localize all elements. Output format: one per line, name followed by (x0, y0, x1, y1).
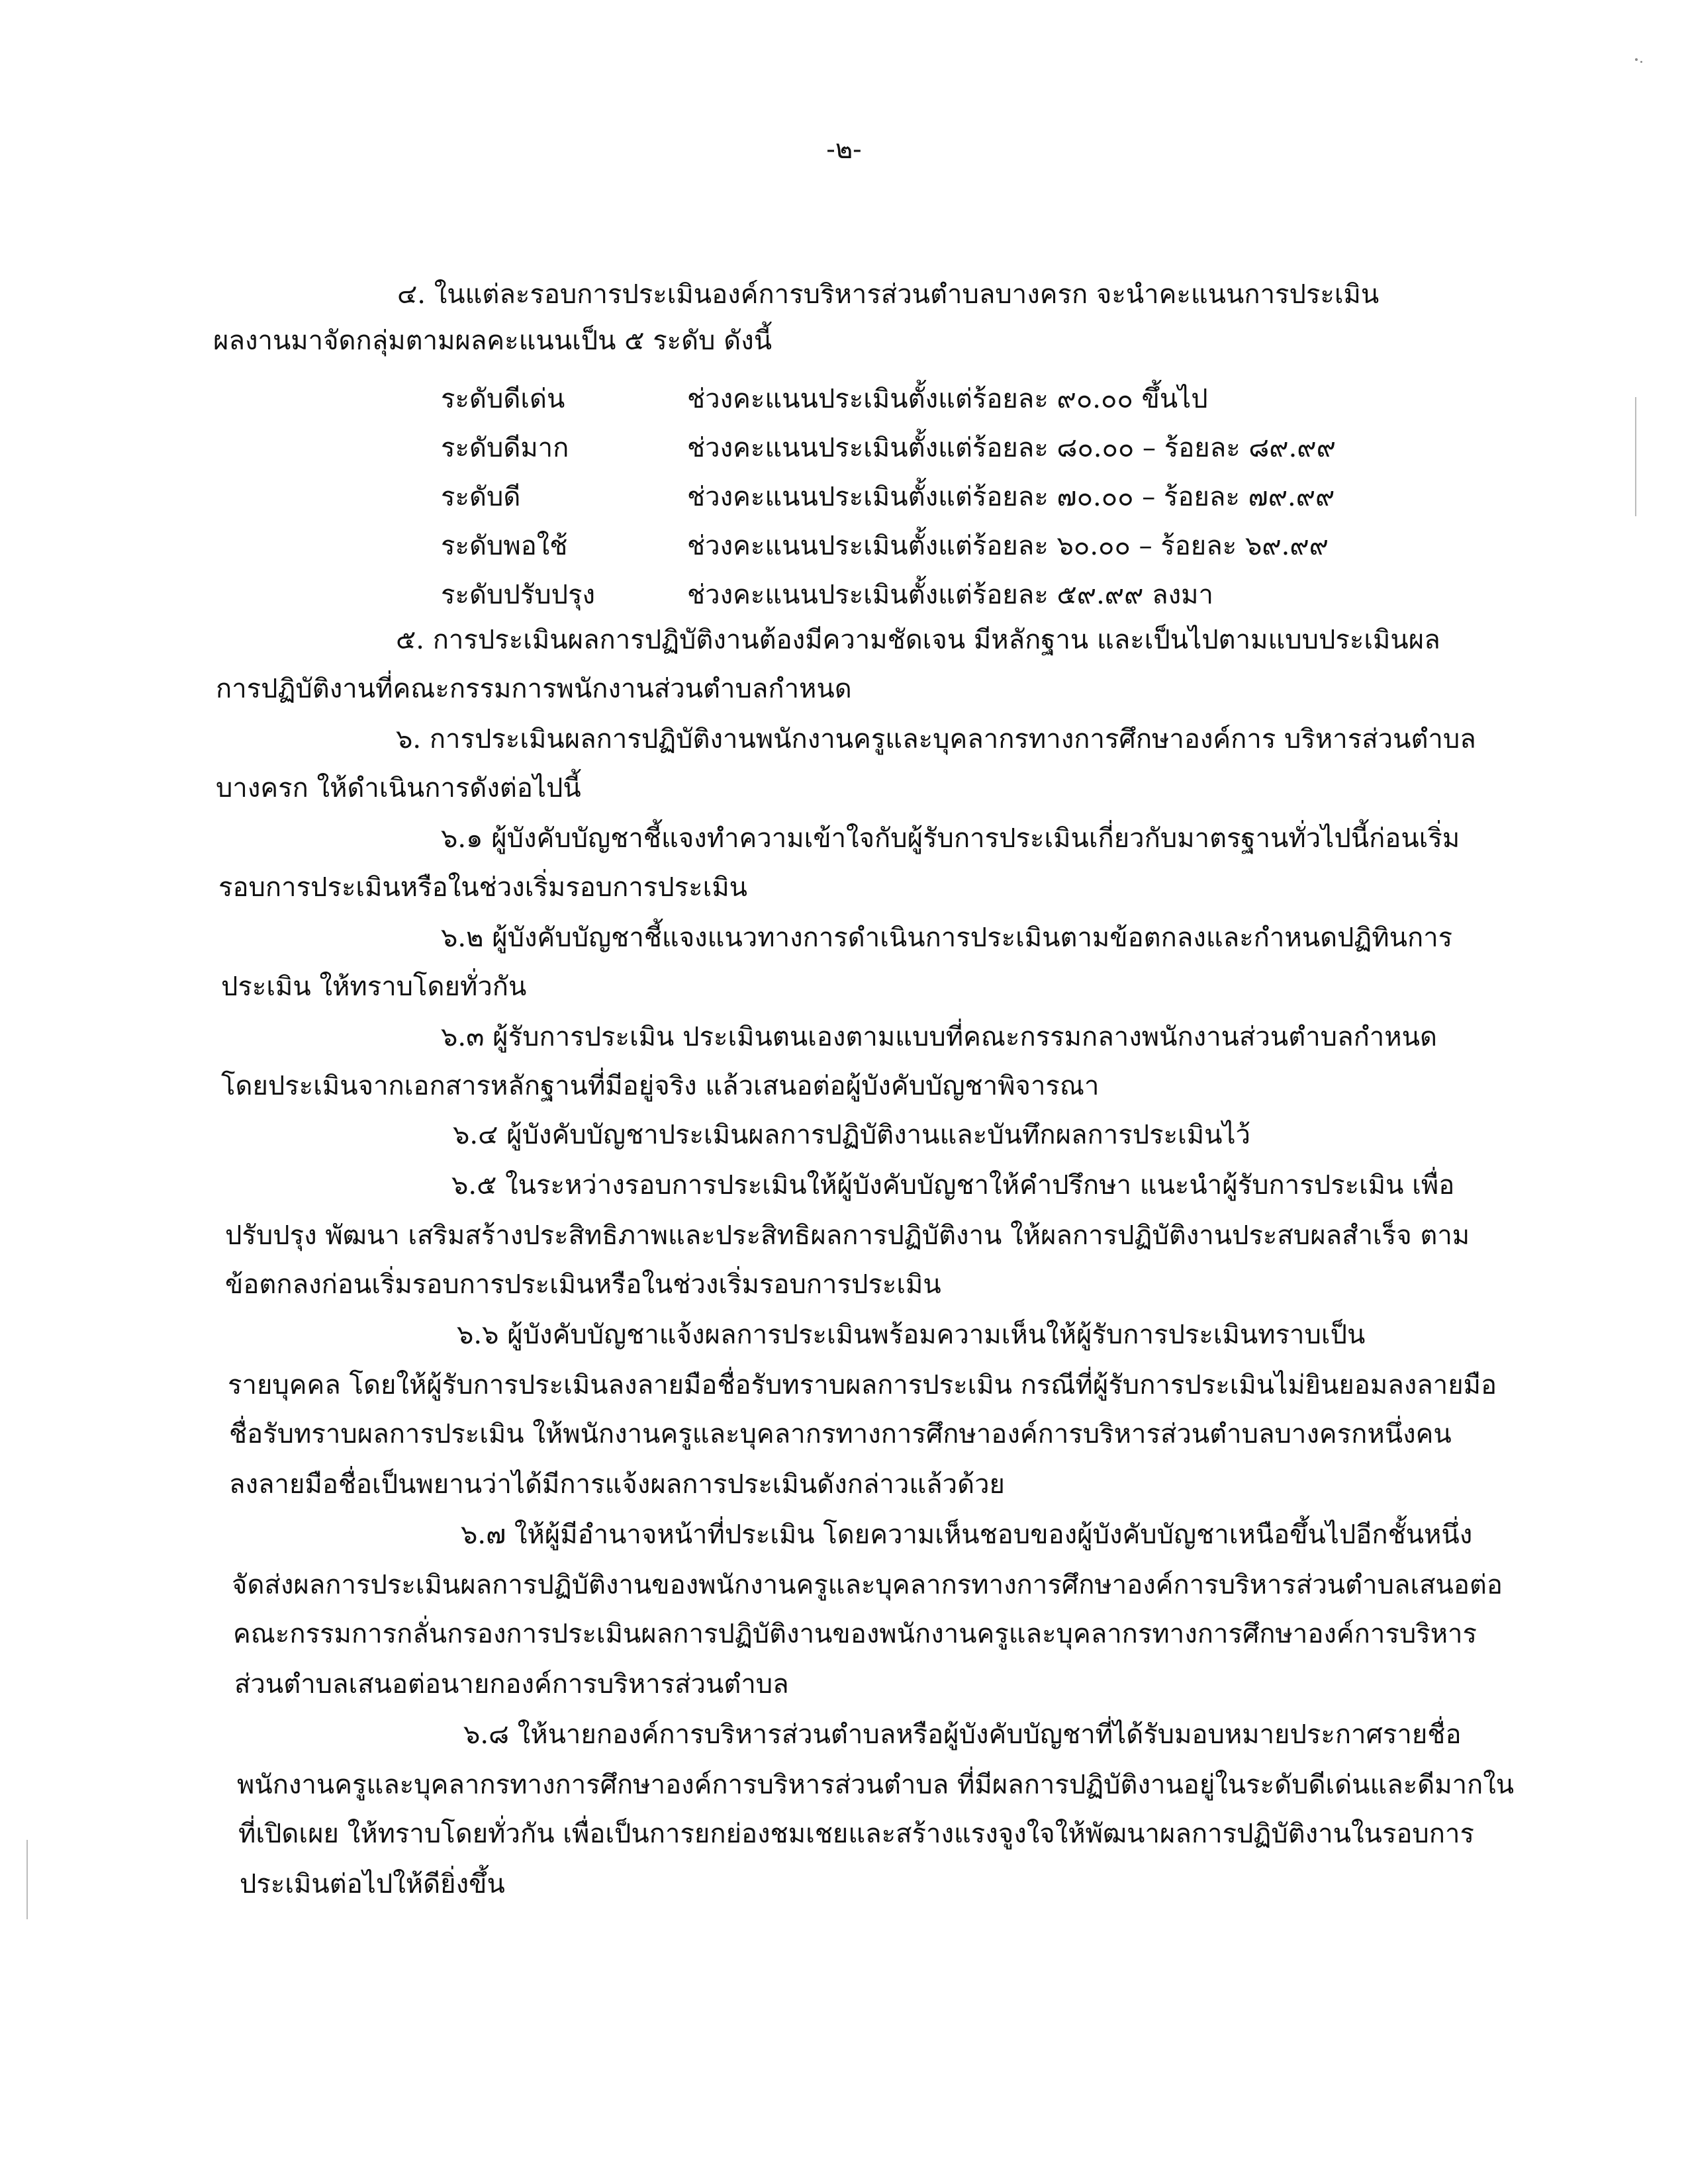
level-row (0, 522, 1688, 570)
item-6-3-line-2: โดยประเมินจากเอกสารหลักฐานที่มีอยู่จริง แล้วเสนอต่อผู้บังคับบัญชาพิจารณา (221, 1071, 1100, 1101)
item-6-2-line-2: ประเมิน ให้ทราบโดยทั่วกัน (221, 972, 527, 1002)
level-name: ระดับดี (441, 482, 521, 512)
item-6-line-2: บางครก ให้ดำเนินการดังต่อไปนี้ (216, 773, 581, 803)
level-range: ช่วงคะแนนประเมินตั้งแต่ร้อยละ ๗๐.๐๐ – ร้อยละ ๗๙.๙๙ (687, 482, 1335, 512)
item-6-8-line-2: พนักงานครูและบุคลากรทางการศึกษาองค์การบริหารส่วนตำบล ที่มีผลการปฏิบัติงานอยู่ในระดับดีเด่นและดีมากใน (237, 1770, 1515, 1800)
level-range: ช่วงคะแนนประเมินตั้งแต่ร้อยละ ๕๙.๙๙ ลงมา (687, 580, 1213, 610)
item-6-5-line-3: ข้อตกลงก่อนเริ่มรอบการประเมินหรือในช่วงเริ่มรอบการประเมิน (225, 1269, 941, 1300)
item-6-5-line-1: ๖.๕ ในระหว่างรอบการประเมินให้ผู้บังคับบัญชาให้คำปรึกษา แนะนำผู้รับการประเมิน เพื่อ (451, 1170, 1455, 1201)
item-6-7-line-3: คณะกรรมการกลั่นกรองการประเมินผลการปฏิบัติงานของพนักงานครูและบุคลากรทางการศึกษาองค์การบริหาร (233, 1619, 1477, 1649)
page-number: -๒- (826, 134, 862, 165)
item-6-8-line-3: ที่เปิดเผย ให้ทราบโดยทั่วกัน เพื่อเป็นการยกย่องชมเชยและสร้างแรงจูงใจให้พัฒนาผลการปฏิบัติงานในรอบการ (238, 1819, 1474, 1849)
item-6-line-1: ๖. การประเมินผลการปฏิบัติงานพนักงานครูและบุคลากรทางการศึกษาองค์การ บริหารส่วนตำบล (396, 724, 1476, 754)
item-6-7-line-1: ๖.๗ ให้ผู้มีอำนาจหน้าที่ประเมิน โดยความเห็นชอบของผู้บังคับบัญชาเหนือขึ้นไปอีกชั้นหนึ่ง (461, 1520, 1473, 1550)
item-6-6-line-1: ๖.๖ ผู้บังคับบัญชาแจ้งผลการประเมินพร้อมความเห็นให้ผู้รับการประเมินทราบเป็น (457, 1320, 1366, 1350)
item-6-6-line-4: ลงลายมือชื่อเป็นพยานว่าได้มีการแจ้งผลการประเมินดังกล่าวแล้วด้วย (229, 1469, 1005, 1500)
level-row (0, 473, 1688, 522)
item-6-6-line-2: รายบุคคล โดยให้ผู้รับการประเมินลงลายมือชื่อรับทราบผลการประเมิน กรณีที่ผู้รับการประเมินไม่ยินยอมลงลายมือ (228, 1370, 1497, 1400)
level-row (0, 375, 1688, 424)
level-range: ช่วงคะแนนประเมินตั้งแต่ร้อยละ ๖๐.๐๐ – ร้อยละ ๖๙.๙๙ (687, 531, 1329, 561)
level-name: ระดับปรับปรุง (441, 580, 596, 610)
scan-speck (1640, 61, 1642, 63)
level-name: ระดับดีมาก (441, 433, 569, 463)
level-name: ระดับดีเด่น (441, 384, 565, 414)
scan-speck (1635, 58, 1638, 61)
item-4 (0, 271, 1688, 364)
item-6-5-line-2: ปรับปรุง พัฒนา เสริมสร้างประสิทธิภาพและประสิทธิผลการปฏิบัติงาน ให้ผลการปฏิบัติงานประสบผลสำเร็จ ตาม (225, 1220, 1470, 1251)
scan-edge-mark (26, 1840, 28, 1919)
item-4-line-1: ๔. ในแต่ละรอบการประเมินองค์การบริหารส่วนตำบลบางครก จะนำคะแนนการประเมิน (397, 279, 1380, 310)
item-6-8-line-1: ๖.๘ ให้นายกองค์การบริหารส่วนตำบลหรือผู้บังคับบัญชาที่ได้รับมอบหมายประกาศรายชื่อ (463, 1719, 1462, 1750)
level-range: ช่วงคะแนนประเมินตั้งแต่ร้อยละ ๘๐.๐๐ – ร้อยละ ๘๙.๙๙ (687, 433, 1336, 463)
item-6-7-line-2: จัดส่งผลการประเมินผลการปฏิบัติงานของพนักงานครูและบุคลากรทางการศึกษาองค์การบริหารส่วนตำบลเสนอต่อ (232, 1570, 1503, 1600)
item-4-line-2: ผลงานมาจัดกลุ่มตามผลคะแนนเป็น ๕ ระดับ ดังนี้ (213, 326, 773, 356)
level-row (0, 570, 1688, 619)
score-levels (0, 375, 1688, 619)
level-range: ช่วงคะแนนประเมินตั้งแต่ร้อยละ ๙๐.๐๐ ขึ้นไป (687, 384, 1208, 414)
item-6-3-line-1: ๖.๓ ผู้รับการประเมิน ประเมินตนเองตามแบบที่คณะกรรมกลางพนักงานส่วนตำบลกำหนด (441, 1022, 1437, 1052)
item-5-line-1: ๕. การประเมินผลการปฏิบัติงานต้องมีความชัดเจน มีหลักฐาน และเป็นไปตามแบบประเมินผล (396, 625, 1440, 655)
level-row (0, 424, 1688, 473)
item-6-4-line-1: ๖.๔ ผู้บังคับบัญชาประเมินผลการปฏิบัติงานและบันทึกผลการประเมินไว้ (453, 1120, 1251, 1150)
item-6-2-line-1: ๖.๒ ผู้บังคับบัญชาชี้แจงแนวทางการดำเนินการประเมินตามข้อตกลงและกำหนดปฏิทินการ (441, 923, 1453, 953)
item-6-1-line-1: ๖.๑ ผู้บังคับบัญชาชี้แจงทำความเข้าใจกับผู้รับการประเมินเกี่ยวกับมาตรฐานทั่วไปนี้ก่อนเริ่ม (441, 823, 1460, 854)
item-6-1-line-2: รอบการประเมินหรือในช่วงเริ่มรอบการประเมิน (218, 872, 748, 903)
item-6-6-line-3: ชื่อรับทราบผลการประเมิน ให้พนักงานครูและบุคลากรทางการศึกษาองค์การบริหารส่วนตำบลบางครกหนึ่งคน (229, 1419, 1452, 1449)
item-6-7-line-4: ส่วนตำบลเสนอต่อนายกองค์การบริหารส่วนตำบล (234, 1669, 789, 1700)
level-name: ระดับพอใช้ (441, 531, 568, 561)
item-5-line-2: การปฏิบัติงานที่คณะกรรมการพนักงานส่วนตำบลกำหนด (216, 674, 852, 704)
item-6-8-line-4: ประเมินต่อไปให้ดียิ่งขึ้น (240, 1869, 505, 1899)
